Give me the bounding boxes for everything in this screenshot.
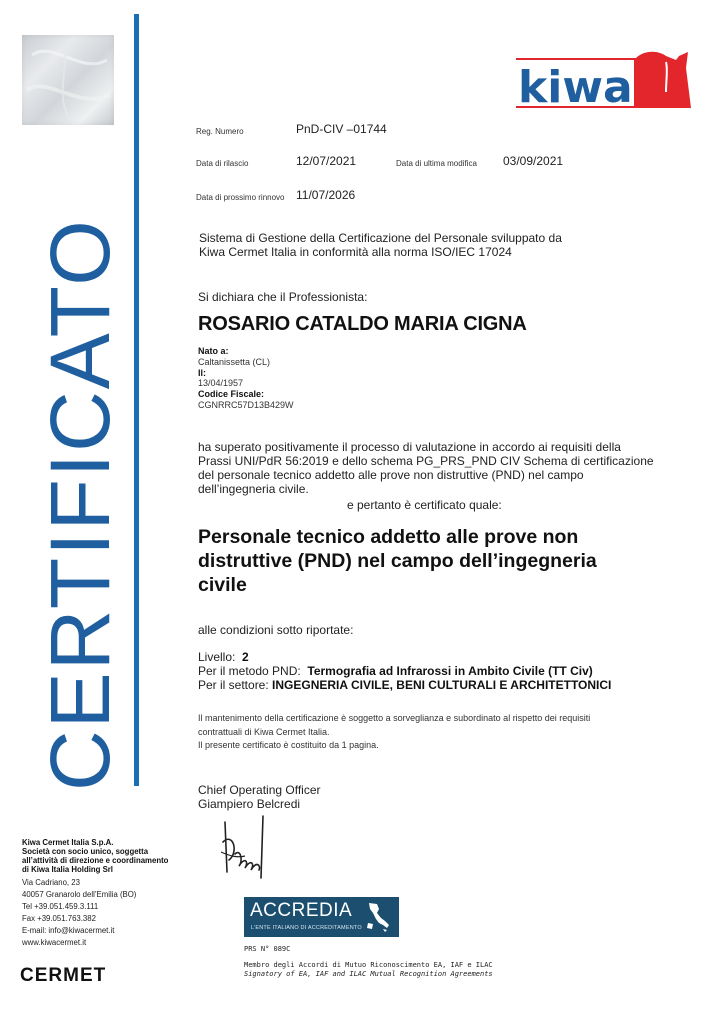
hologram-seal — [22, 35, 114, 125]
date-label: Il: — [198, 367, 206, 378]
note-line-3: Il presente certificato è costituito da 1 pagina. — [198, 740, 379, 750]
cermet-logo: CERMET — [20, 965, 107, 986]
cert-title-line-2: distruttive (PND) nel campo dell’ingegneria — [198, 550, 597, 572]
reg-label: Reg. Numero — [196, 127, 244, 136]
company-line-2: Società con socio unico, soggetta — [22, 847, 149, 856]
level-label: Livello: — [198, 650, 236, 664]
modified-label: Data di ultima modifica — [396, 159, 477, 168]
sector-row — [198, 679, 611, 693]
cert-title-line-3: civile — [198, 574, 247, 596]
website-text: www.kiwacermet.it — [22, 938, 87, 947]
accent-vertical-line — [134, 14, 139, 786]
note-line-1: Il mantenimento della certificazione è soggetto a sorveglianza e subordinato al rispetto dei requisiti — [198, 713, 591, 723]
declare-text: Si dichiara che il Professionista: — [198, 290, 368, 304]
conditions-text: alle condizioni sotto riportate: — [198, 623, 354, 637]
company-line-3: all’attività di direzione e coordinamento — [22, 856, 169, 865]
level-row — [198, 651, 249, 665]
method-value: Termografia ad Infrarossi in Ambito Civile (TT Civ) — [307, 664, 593, 678]
fiscal-value: CGNRRC57D13B429W — [198, 399, 294, 410]
company-info — [22, 838, 182, 949]
born-label: Nato a: — [198, 346, 229, 356]
reg-value: PnD-CIV –01744 — [296, 122, 387, 136]
mla-line-1: Membro degli Accordi di Mutuo Riconoscimento EA, IAF e ILAC — [244, 961, 493, 969]
address-line-1: Via Cadriano, 23 — [22, 878, 80, 887]
kiwa-logo-icon — [516, 48, 691, 112]
fiscal-label: Codice Fiscale: — [198, 389, 265, 400]
officer-name: Giampiero Belcredi — [198, 797, 301, 811]
sector-label: Per il settore: — [198, 678, 269, 692]
body-line-2: Prassi UNI/PdR 56:2019 e dello schema PG_PRS_PND CIV Schema di certificazione — [198, 454, 654, 468]
kiwa-logo — [516, 48, 691, 112]
accredia-name: ACCREDIA — [250, 900, 353, 921]
notes — [198, 712, 670, 753]
accredia-subtitle: L’ENTE ITALIANO DI ACCREDITAMENTO — [251, 925, 362, 931]
renew-value: 11/07/2026 — [296, 188, 356, 202]
method-row — [198, 665, 593, 679]
fax-text: Fax +39.051.763.382 — [22, 914, 96, 923]
address-line-2: 40057 Granarolo dell’Emilia (BO) — [22, 890, 137, 899]
kiwa-wordmark: kiwa — [518, 62, 633, 112]
company-line-4: di Kiwa Italia Holding Srl — [22, 865, 113, 874]
mla-line-2: Signatory of EA, IAF and ILAC Mutual Recognition Agreements — [244, 970, 493, 978]
intro-line-2: Kiwa Cermet Italia in conformità alla norma ISO/IEC 17024 — [199, 245, 512, 259]
signature-icon — [215, 812, 275, 882]
method-label: Per il metodo PND: — [198, 664, 301, 678]
body-line-4: dell’ingegneria civile. — [198, 482, 309, 496]
officer-role: Chief Operating Officer — [198, 783, 321, 797]
intro-line-1: Sistema di Gestione della Certificazione del Personale sviluppato da — [199, 231, 562, 245]
prs-number: PRS N° 089C — [244, 945, 291, 953]
body-line-3: del personale tecnico addetto alle prove non distruttive (PND) nel campo — [198, 468, 584, 482]
side-title: CERTIFICATO — [33, 218, 127, 791]
accredia-logo — [244, 897, 399, 937]
phone-text: Tel +39.051.459.3.111 — [22, 902, 99, 911]
seal-pattern-icon — [22, 35, 114, 125]
modified-value: 03/09/2021 — [503, 154, 564, 168]
italy-map-icon — [363, 901, 393, 933]
company-line-1: Kiwa Cermet Italia S.p.A. — [22, 838, 114, 847]
body-line-1: ha superato positivamente il processo di valutazione in accordo ai requisiti della — [198, 440, 621, 454]
born-value: Caltanissetta (CL) — [198, 356, 271, 367]
certification-title — [198, 525, 668, 597]
person-name: ROSARIO CATALDO MARIA CIGNA — [198, 313, 527, 335]
sector-value: INGEGNERIA CIVILE, BENI CULTURALI E ARCHITETTONICI — [272, 678, 612, 692]
renew-label: Data di prossimo rinnovo — [196, 193, 285, 202]
issue-label: Data di rilascio — [196, 159, 249, 168]
email-text: E-mail: info@kiwacermet.it — [22, 926, 115, 935]
body-line-5: e pertanto è certificato quale: — [347, 498, 502, 512]
issue-value: 12/07/2021 — [296, 154, 357, 168]
personal-data — [198, 346, 294, 411]
date-value: 13/04/1957 — [198, 378, 244, 389]
note-line-2: contrattuali di Kiwa Cermet Italia. — [198, 726, 330, 737]
level-value: 2 — [242, 650, 249, 664]
cert-title-line-1: Personale tecnico addetto alle prove non — [198, 526, 579, 548]
